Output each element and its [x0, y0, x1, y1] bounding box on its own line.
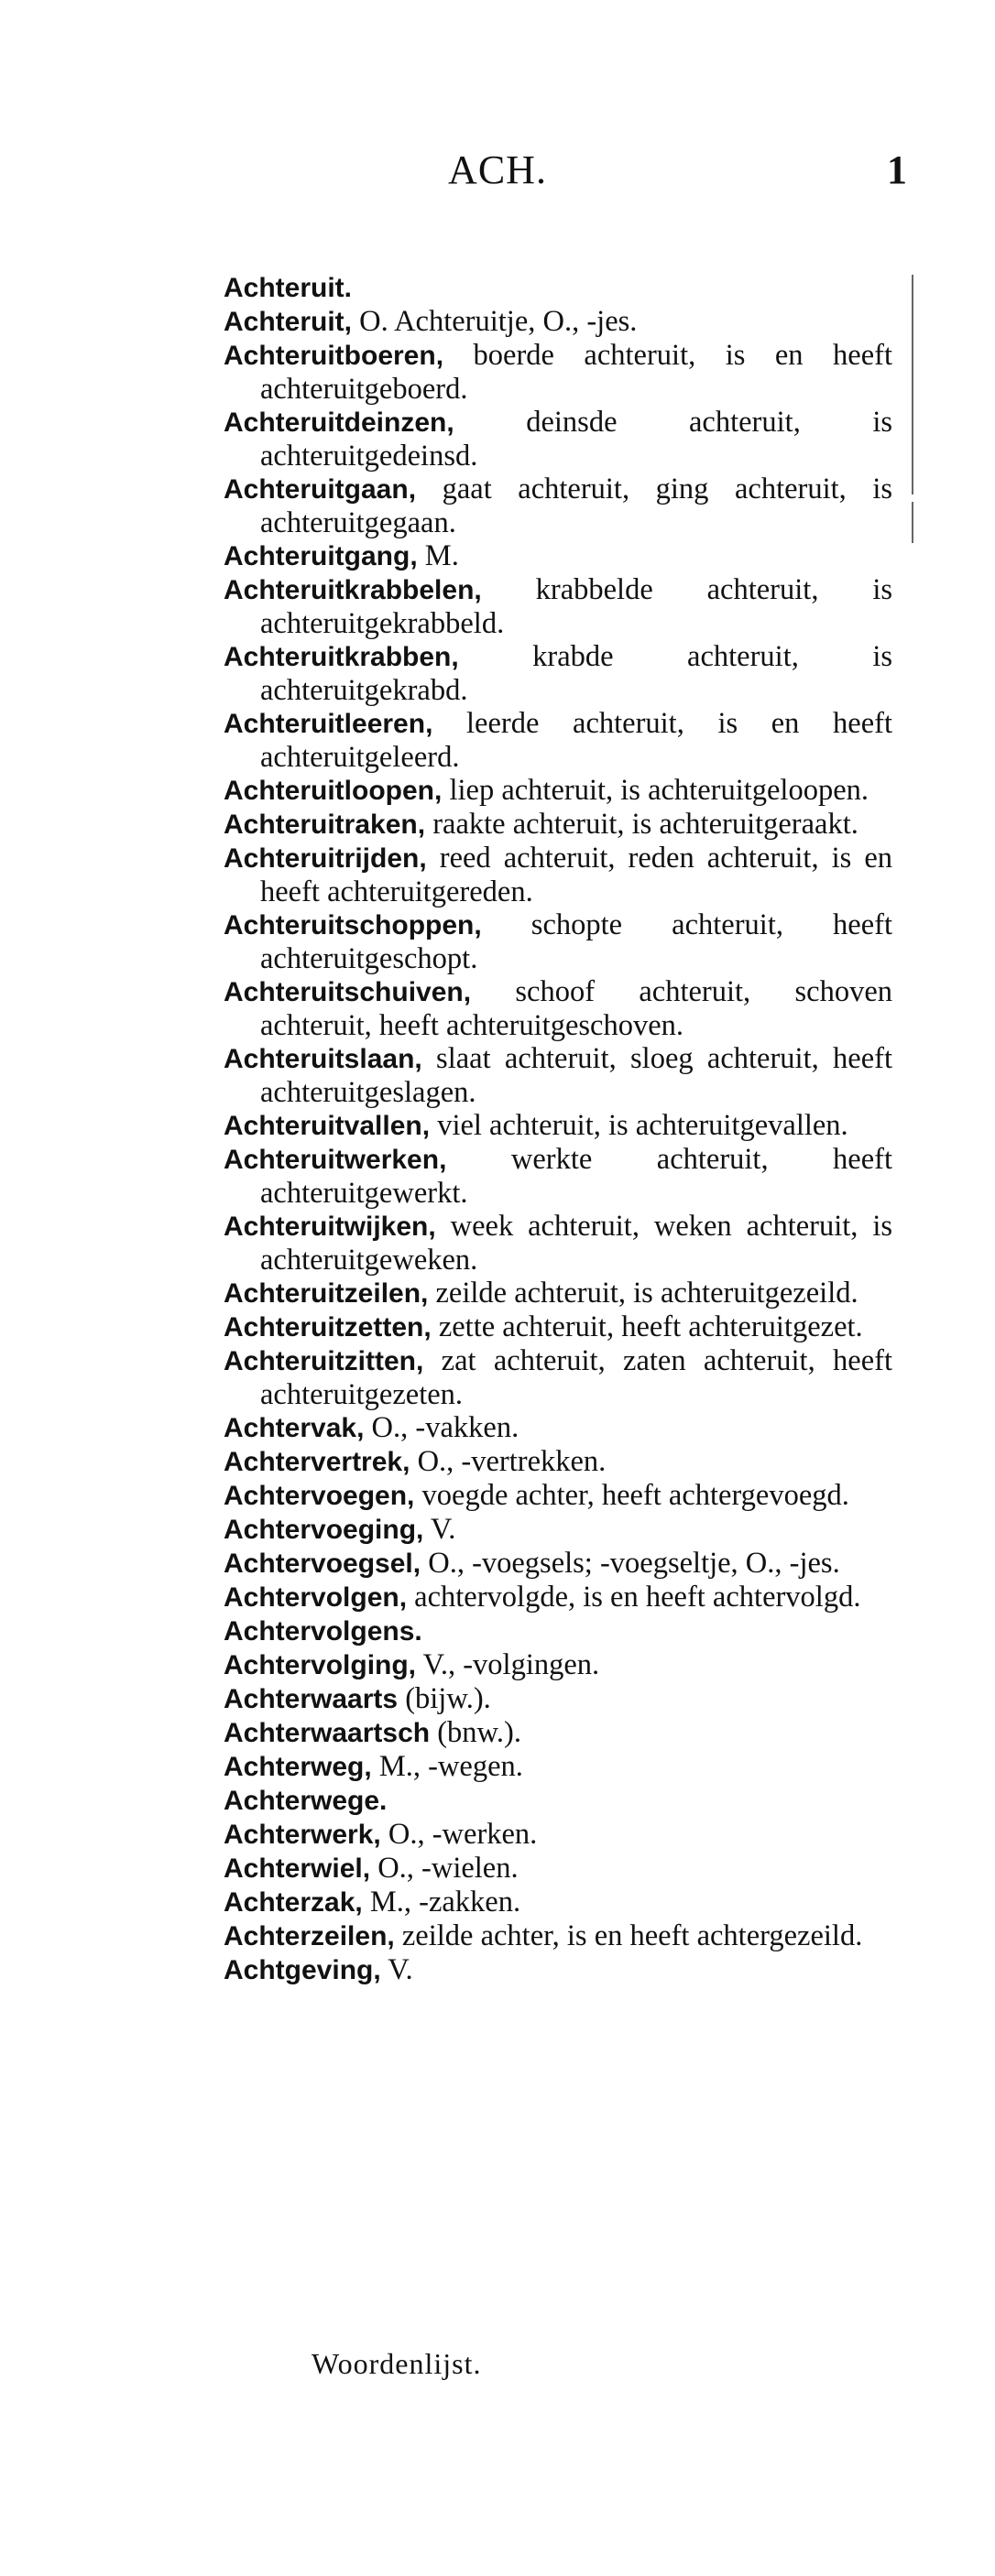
entry-headword: Achteruitzeilen,: [224, 1278, 429, 1309]
dictionary-entry: [224, 271, 892, 305]
entry-definition: O., -wielen.: [377, 1852, 519, 1885]
entry-headword: Achteruitrijden,: [224, 843, 427, 874]
entry-headword: Achteruitloopen,: [224, 776, 443, 806]
dictionary-entry: [224, 1277, 892, 1310]
entry-headword: Achterwaartsch: [224, 1718, 431, 1748]
footer-label: Woordenlijst.: [312, 2347, 482, 2380]
entry-headword: Achtervoegen,: [224, 1481, 415, 1511]
entry-definition: boerde achteruit, is en heeft achteruitgeboerd.: [260, 339, 892, 406]
dictionary-entry: [224, 573, 892, 640]
entry-headword: Achterzak,: [224, 1887, 363, 1918]
entry-headword: Achtervolging,: [224, 1650, 417, 1680]
entry-definition: (bnw.).: [437, 1716, 521, 1749]
entry-definition: zeilde achter, is en heeft achtergezeild.: [401, 1919, 863, 1952]
entry-headword: Achteruitgang,: [224, 541, 418, 571]
dictionary-entry: [224, 1716, 892, 1750]
entry-headword: Achtervolgens.: [224, 1616, 422, 1647]
entry-headword: Achteruitwijken,: [224, 1212, 436, 1242]
entry-headword: Achteruitboeren,: [224, 341, 444, 371]
dictionary-entry: [224, 1614, 892, 1648]
entry-definition: werkte achteruit, heeft achteruitgewerkt.: [260, 1143, 892, 1210]
dictionary-entry: [224, 406, 892, 473]
entry-headword: Achterwerk,: [224, 1820, 381, 1850]
dictionary-entry: [224, 339, 892, 406]
entry-headword: Achterweg,: [224, 1752, 372, 1782]
dictionary-entry: [224, 473, 892, 539]
entry-definition: achtervolgde, is en heeft achtervolgd.: [414, 1581, 861, 1614]
dictionary-entry: [224, 808, 892, 842]
entry-definition: O., -vakken.: [371, 1411, 519, 1444]
entry-definition: (bijw.).: [405, 1682, 491, 1715]
entry-headword: Achterwege.: [224, 1786, 388, 1816]
entry-headword: Achtgeving,: [224, 1955, 381, 1985]
entry-headword: Achtervoeging,: [224, 1515, 424, 1545]
word-list: [224, 271, 892, 1987]
dictionary-entry: [224, 842, 892, 908]
entry-headword: Achteruit,: [224, 307, 353, 337]
entry-definition: zat achteruit, zaten achteruit, heeft achteruitgezeten.: [260, 1344, 892, 1411]
entry-headword: Achtervertrek,: [224, 1447, 410, 1477]
entry-headword: Achteruitschoppen,: [224, 910, 482, 940]
entry-definition: O., -voegsels; -voegseltje, O., -jes.: [428, 1547, 840, 1580]
entry-definition: liep achteruit, is achteruitgeloopen.: [449, 774, 869, 807]
dictionary-entry: [224, 305, 892, 339]
entry-headword: Achteruitschuiven,: [224, 977, 472, 1007]
dictionary-entry: [224, 1210, 892, 1277]
dictionary-entry: [224, 908, 892, 975]
dictionary-entry: [224, 1919, 892, 1953]
dictionary-entry: [224, 1581, 892, 1614]
entry-definition: zette achteruit, heeft achteruitgezet.: [438, 1310, 863, 1343]
entry-headword: Achtervak,: [224, 1413, 365, 1443]
entry-definition: M.: [424, 539, 459, 572]
dictionary-entry: [224, 1886, 892, 1919]
entry-definition: O., -werken.: [388, 1818, 538, 1851]
dictionary-entry: [224, 1310, 892, 1344]
entry-definition: week achteruit, weken achteruit, is achteruitgeweken.: [260, 1210, 892, 1277]
entry-headword: Achteruitdeinzen,: [224, 408, 454, 438]
entry-definition: zeilde achteruit, is achteruitgezeild.: [435, 1277, 858, 1310]
dictionary-entry: [224, 1648, 892, 1682]
entry-definition: gaat achteruit, ging achteruit, is achteruitgegaan.: [260, 473, 893, 539]
entry-headword: Achteruitslaan,: [224, 1044, 422, 1074]
entry-definition: krabbelde achteruit, is achteruitgekrabbeld.: [260, 573, 893, 640]
entry-headword: Achteruitleeren,: [224, 709, 433, 739]
entry-definition: deinsde achteruit, is achteruitgedeinsd.: [260, 406, 892, 473]
entry-definition: V.: [388, 1953, 413, 1986]
dictionary-entry: [224, 1479, 892, 1513]
entry-headword: Achteruitzetten,: [224, 1312, 432, 1342]
dictionary-entry: [224, 1784, 892, 1818]
entry-headword: Achteruitkrabbelen,: [224, 575, 482, 605]
entry-definition: raakte achteruit, is achteruitgeraakt.: [432, 808, 858, 841]
dictionary-entry: [224, 774, 892, 808]
entry-headword: Achteruit.: [224, 273, 353, 303]
margin-rule: [912, 275, 913, 495]
entry-headword: Achterzeilen,: [224, 1921, 395, 1951]
entry-definition: krabde achteruit, is achteruitgekrabd.: [260, 640, 892, 707]
entry-definition: schoof achteruit, schoven achteruit, heeft achteruitgeschoven.: [260, 975, 892, 1042]
dictionary-entry: [224, 1682, 892, 1716]
dictionary-entry: [224, 1852, 892, 1886]
dictionary-entry: [224, 1818, 892, 1852]
dictionary-entry: [224, 707, 892, 774]
entry-headword: Achteruitvallen,: [224, 1111, 431, 1141]
dictionary-entry: [224, 1109, 892, 1143]
entry-definition: voegde achter, heeft achtergevoegd.: [421, 1479, 849, 1512]
dictionary-entry: [224, 1547, 892, 1581]
entry-definition: M., -zakken.: [369, 1886, 521, 1918]
dictionary-entry: [224, 1513, 892, 1547]
page-number: 1: [887, 147, 907, 192]
dictionary-entry: [224, 1445, 892, 1479]
entry-headword: Achteruitgaan,: [224, 474, 417, 505]
entry-headword: Achteruitkrabben,: [224, 642, 459, 672]
entry-headword: Achtervolgen,: [224, 1582, 408, 1613]
entry-headword: Achteruitzitten,: [224, 1346, 424, 1376]
entry-definition: O., -vertrekken.: [417, 1445, 607, 1478]
entry-definition: V.: [430, 1513, 456, 1546]
dictionary-entry: [224, 1750, 892, 1784]
dictionary-entry: [224, 1042, 892, 1109]
entry-definition: reed achteruit, reden achteruit, is en heeft achteruitgereden.: [260, 842, 893, 908]
dictionary-entry: [224, 1953, 892, 1987]
dictionary-entry: [224, 1143, 892, 1210]
entry-headword: Achtervoegsel,: [224, 1549, 421, 1579]
entry-definition: viel achteruit, is achteruitgevallen.: [437, 1109, 848, 1142]
entry-definition: M., -wegen.: [378, 1750, 523, 1783]
page-title: ACH.: [448, 147, 547, 192]
entry-definition: schopte achteruit, heeft achteruitgeschopt.: [260, 908, 893, 975]
dictionary-entry: [224, 640, 892, 707]
entry-definition: O. Achteruitje, O., -jes.: [359, 305, 638, 338]
entry-headword: Achteruitwerken,: [224, 1145, 447, 1175]
entry-definition: slaat achteruit, sloeg achteruit, heeft achteruitgeslagen.: [260, 1042, 892, 1109]
entry-headword: Achterwaarts: [224, 1684, 399, 1714]
margin-rule: [912, 502, 913, 543]
dictionary-entry: [224, 1411, 892, 1445]
entry-headword: Achterwiel,: [224, 1853, 371, 1884]
entry-definition: leerde achteruit, is en heeft achteruitgeleerd.: [260, 707, 892, 774]
entry-definition: V., -volgingen.: [422, 1648, 600, 1681]
entry-headword: Achteruitraken,: [224, 810, 426, 840]
dictionary-entry: [224, 1344, 892, 1411]
dictionary-entry: [224, 975, 892, 1042]
dictionary-entry: [224, 539, 892, 573]
